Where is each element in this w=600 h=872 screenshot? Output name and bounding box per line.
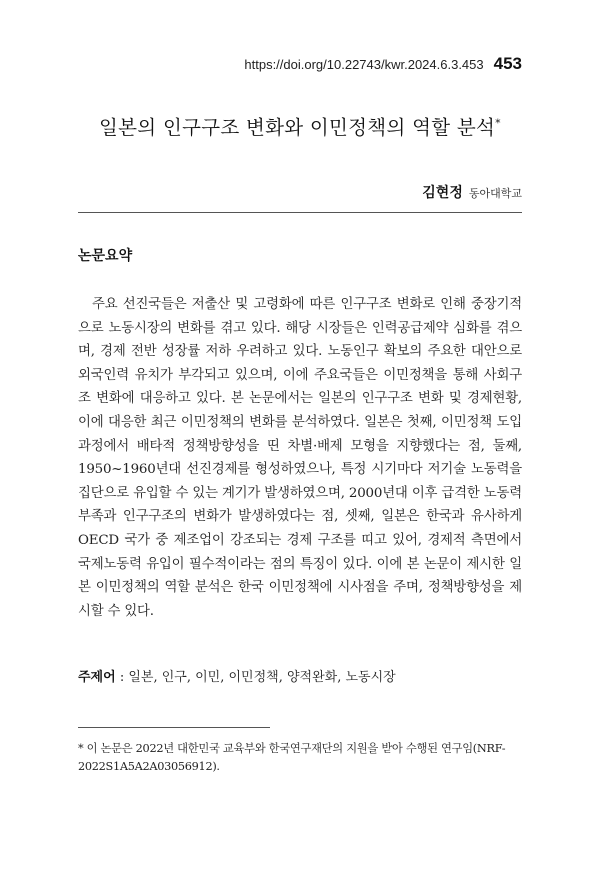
keywords-line — [78, 666, 396, 685]
author-affiliation: 동아대학교 — [468, 187, 522, 200]
funding-footnote: * 이 논문은 2022년 대한민국 교육부와 한국연구재단의 지원을 받아 수행된 연구임(NRF- 2022S1A5A2A03056912). — [78, 742, 506, 773]
keywords-list: 일본, 인구, 이민, 이민정책, 양적완화, 노동시장 — [128, 670, 396, 685]
abstract-heading: 논문요약 — [78, 248, 133, 264]
footnote-divider — [78, 727, 270, 728]
page-header — [244, 54, 522, 74]
paper-title-text: 일본의 인구구조 변화와 이민정책의 역할 분석 — [99, 116, 496, 139]
paper-title — [0, 112, 600, 140]
abstract-body: 주요 선진국들은 저출산 및 고령화에 따른 인구구조 변화로 인해 중장기적으로 노동시장의 변화를 겪고 있다. 해당 시장들은 인력공급제약 심화를 겪으며, 경제 전반 성장률 저하 우려하고 있다. 노동인구 확보의 주요한 대안으로 외국인력 유치가 부각되고 있으며, 이에 주요국들은 이민정책을 통해 사회구조 변화에 대응하고 있다. 본 논문에서는 일본의 인구구조 변화 및 경제현황, 이에 대응한 최근 이민정책의 변화를 분석하였다. 일본은 첫째, 이민정책 도입 과정에서 배타적 정책방향성을 띤 차별·배제 모형을 지향했다는 점, 둘째, 1950~1960년대 선진경제를 형성하였으나, 특정 시기마다 저기술 노동력을 집단으로 유입할 수 있는 계기가 발생하였으며, 2000년대 이후 급격한 노동력 부족과 인구구조의 변화가 발생하였다는 점, 셋째, 일본은 한국과 유사하게 OECD 국가 중 제조업이 강조되는 경제 구조를 띠고 있어, 경제적 측면에서 국제노동력 유입이 필수적이라는 점의 특징이 있다. 이에 본 논문이 제시한 일본 이민정책의 역할 분석은 한국 이민정책에 시사점을 주며, 정책방향성을 제시할 수 있다. — [78, 297, 522, 619]
doi-link[interactable]: https://doi.org/10.22743/kwr.2024.6.3.453 — [244, 57, 484, 72]
author-block — [422, 182, 522, 202]
page-number: 453 — [493, 54, 522, 73]
author-name: 김현정 — [422, 185, 463, 201]
keywords-separator: : — [115, 670, 129, 685]
author-divider — [78, 212, 522, 213]
keywords-label: 주제어 — [78, 670, 116, 685]
title-footnote-mark: * — [495, 116, 501, 130]
